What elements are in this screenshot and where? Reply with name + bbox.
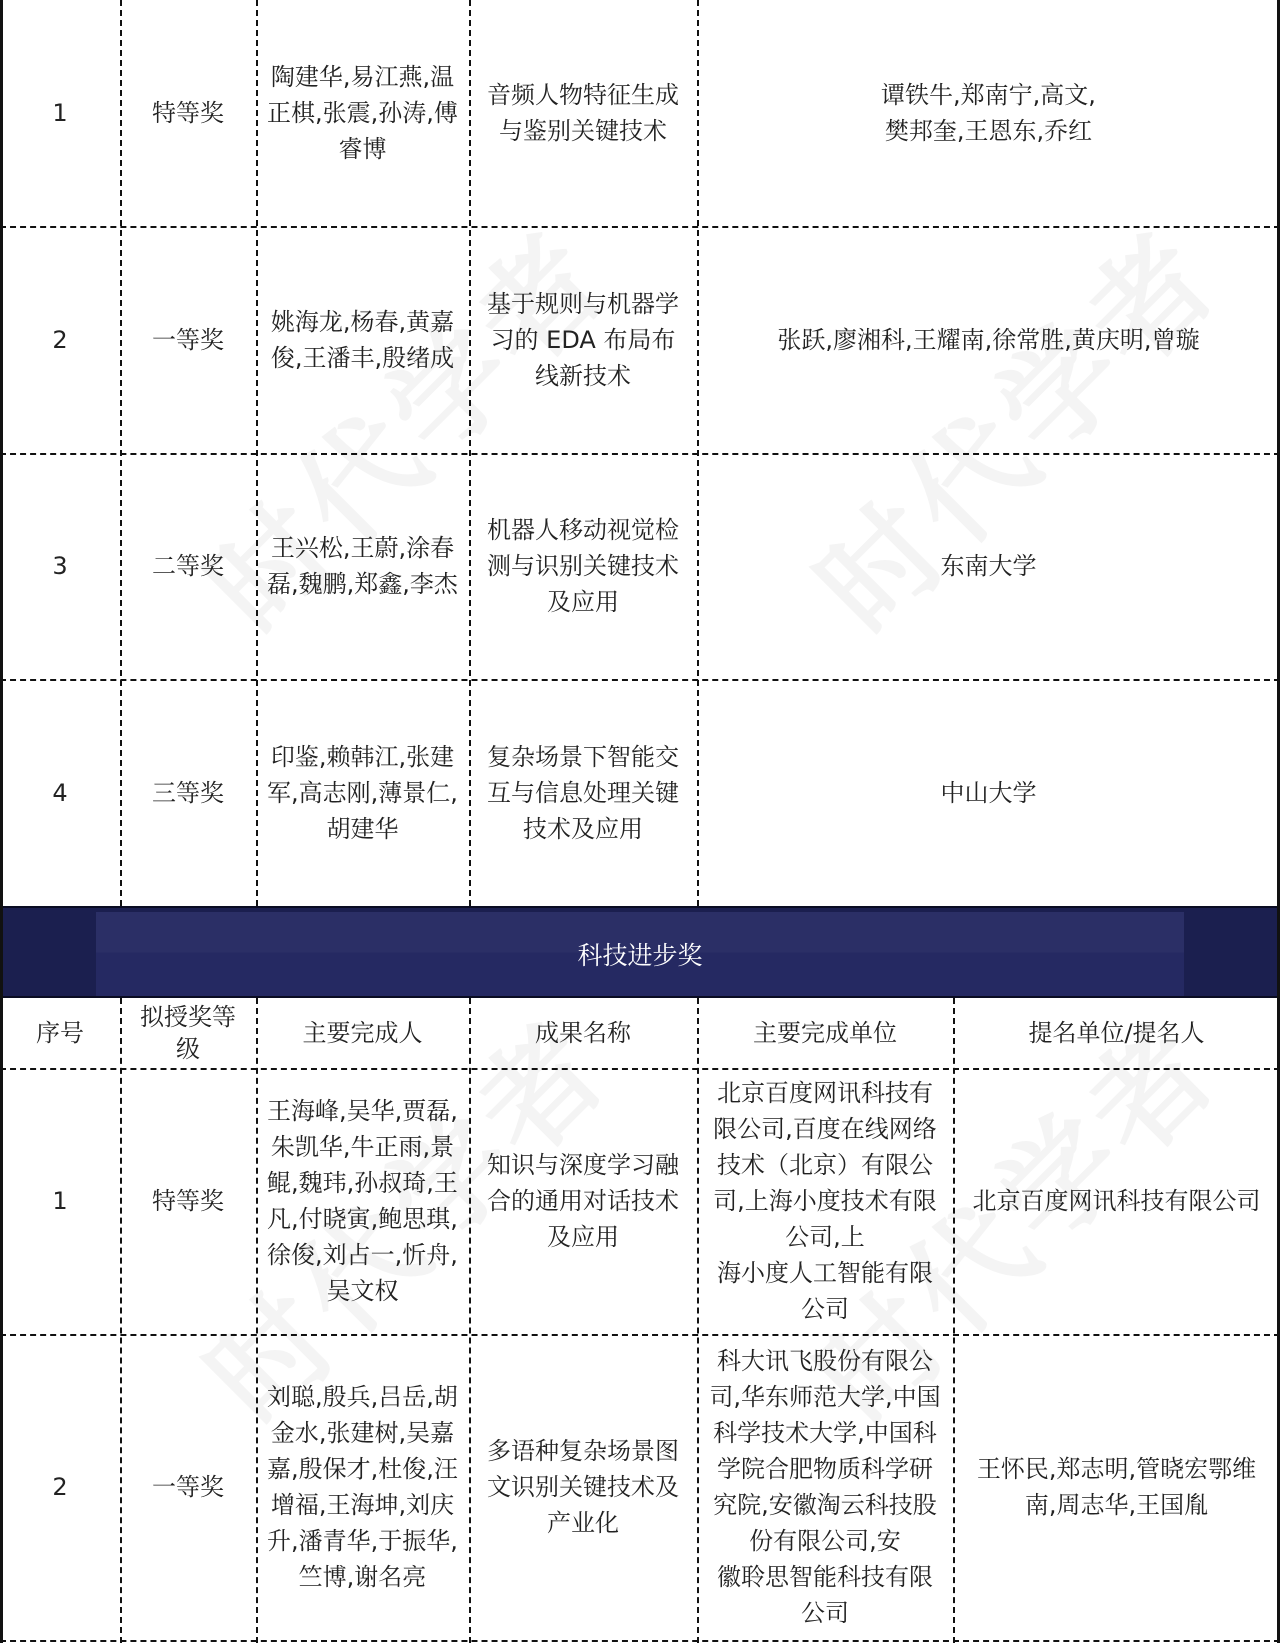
award-level: 一等奖 bbox=[152, 1473, 224, 1501]
section-title: 科技进步奖 bbox=[577, 941, 703, 970]
main-contributors: 刘聪,殷兵,吕岳,胡 金水,张建树,吴嘉 嘉,殷保才,杜俊,汪 增福,王海坤,刘庆 升,潘青华,于振华, 竺博,谢名亮 bbox=[267, 1383, 458, 1591]
award-level: 特等奖 bbox=[152, 1187, 224, 1215]
row-number: 2 bbox=[52, 325, 68, 354]
achievement-title: 多语种复杂场景图 文识别关键技术及 产业化 bbox=[487, 1437, 679, 1537]
nominator: 谭铁牛,郑南宁,高文, 樊邦奎,王恩东,乔红 bbox=[881, 81, 1096, 145]
nominator: 北京百度网讯科技有限公司 bbox=[972, 1187, 1261, 1215]
nominator: 王怀民,郑志明,管晓宏鄂维 南,周志华,王国胤 bbox=[976, 1455, 1257, 1519]
award-level: 三等奖 bbox=[152, 778, 224, 807]
achievement-title: 音频人物特征生成 与鉴别关键技术 bbox=[487, 81, 679, 145]
row-number: 1 bbox=[52, 1187, 68, 1215]
award-level: 二等奖 bbox=[152, 552, 224, 580]
award-level: 特等奖 bbox=[152, 99, 224, 127]
main-unit: 科大讯飞股份有限公 司,华东师范大学,中国 科学技术大学,中国科 学院合肥物质科学研 究院,安徽淘云科技股 份有限公司,安 徽聆思智能科技有限 公司 bbox=[709, 1347, 941, 1627]
nominator: 张跃,廖湘科,王耀南,徐常胜,黄庆明,曾璇 bbox=[777, 325, 1200, 354]
award-level: 一等奖 bbox=[152, 325, 224, 354]
row-number: 2 bbox=[52, 1473, 68, 1501]
achievement-title: 知识与深度学习融 合的通用对话技术 及应用 bbox=[487, 1151, 679, 1251]
nominator: 中山大学 bbox=[940, 778, 1037, 807]
main-contributors: 陶建华,易江燕,温 正棋,张震,孙涛,傅 睿博 bbox=[267, 63, 458, 163]
header-main-unit: 主要完成单位 bbox=[753, 1019, 897, 1047]
header-award-level: 拟授奖等 级 bbox=[140, 1003, 236, 1063]
main-contributors: 姚海龙,杨春,黄嘉 俊,王潘丰,殷绪成 bbox=[270, 307, 455, 372]
header-achievement-title: 成果名称 bbox=[535, 1019, 631, 1047]
row-number: 3 bbox=[52, 552, 68, 580]
achievement-title: 机器人移动视觉检 测与识别关键技术 及应用 bbox=[487, 516, 679, 616]
header-main-contributors: 主要完成人 bbox=[302, 1019, 423, 1047]
achievement-title: 基于规则与机器学 习的 EDA 布局布 线新技术 bbox=[487, 289, 679, 390]
section-banner bbox=[0, 906, 1280, 998]
header-nominator: 提名单位/提名人 bbox=[1028, 1019, 1205, 1047]
main-contributors: 王海峰,吴华,贾磊, 朱凯华,牛正雨,景 鲲,魏玮,孙叔琦,王 凡,付晓寅,鲍思琪, 徐俊,刘占一,忻舟, 吴文权 bbox=[267, 1097, 458, 1305]
achievement-title: 复杂场景下智能交 互与信息处理关键 技术及应用 bbox=[487, 742, 679, 843]
row-number: 1 bbox=[52, 99, 68, 127]
main-contributors: 王兴松,王蔚,涂春 磊,魏鹏,郑鑫,李杰 bbox=[267, 534, 458, 598]
header-number: 序号 bbox=[36, 1019, 84, 1047]
main-contributors: 印鉴,赖韩江,张建 军,高志刚,薄景仁, 胡建华 bbox=[267, 742, 458, 843]
row-number: 4 bbox=[52, 778, 68, 807]
nominator: 东南大学 bbox=[940, 552, 1037, 580]
main-unit: 北京百度网讯科技有 限公司,百度在线网络 技术（北京）有限公 司,上海小度技术有限 公司,上 海小度人工智能有限 公司 bbox=[713, 1079, 937, 1323]
